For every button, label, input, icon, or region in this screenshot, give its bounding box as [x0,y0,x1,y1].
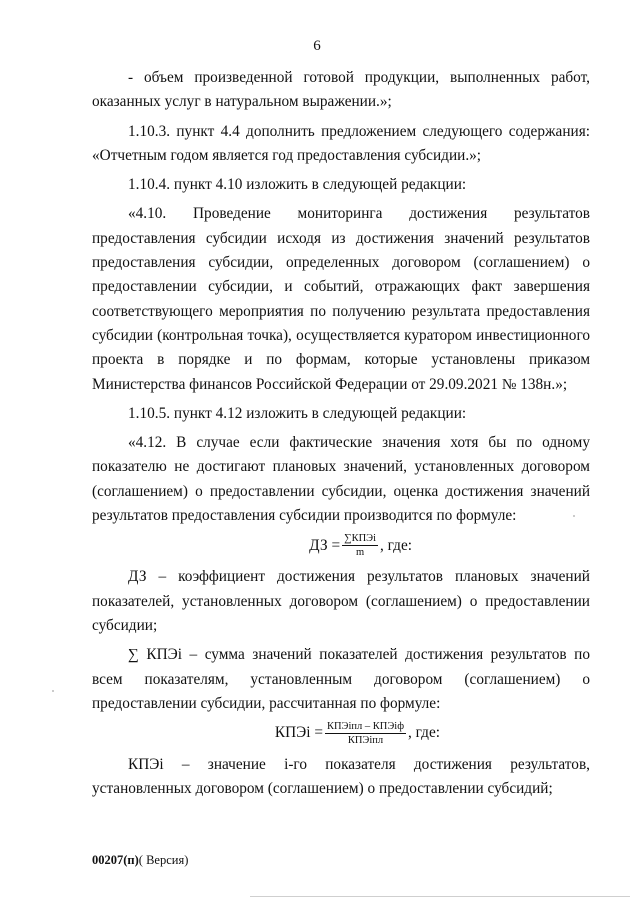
paragraph-sum-kpe-definition: ∑ КПЭi – сумма значений показателей достижения результатов по всем показателям, установленным договором (соглашением) о предоставлении субсидии, рассчитанная по формуле: [92,646,590,712]
formula-dz-lhs: ДЗ = [309,536,341,554]
formula-kpe [92,720,590,747]
formula-dz-fraction [342,532,378,559]
footer-code: 00207(п) [92,853,139,867]
formula-dz-denominator: m [355,547,365,559]
paragraph-1-10-4: 1.10.4. пункт 4.10 изложить в следующей редакции: [128,176,467,194]
formula-dz [92,532,590,559]
formula-kpe-suffix: , где: [408,724,440,742]
page-number: 6 [313,38,321,54]
scan-speck [52,690,54,692]
formula-kpe-lhs: КПЭi = [274,724,323,742]
document-body [92,66,590,807]
formula-kpe-denominator: КПЭiпл [347,735,384,747]
footer-version: ( Версия) [138,853,189,867]
paragraph-kpe-definition: КПЭi – значение i-го показателя достижения результатов, установленных договором (соглашением) о предоставлении субсидий; [92,756,590,798]
paragraph-1-10-3: 1.10.3. пункт 4.4 дополнить предложением следующего содержания: «Отчетным годом является год предоставления субсидии.»; [92,122,590,164]
footer-document-code [92,853,188,868]
scan-edge-line [250,896,630,897]
paragraph-4-12: «4.12. В случае если фактические значения хотя бы по одному показателю не достигают плановых значений, установленных договором (соглашением) о предоставлении субсидии, оценка достижения значений результатов предоставления субсидии производится по формуле: [92,434,590,525]
formula-kpe-fraction [325,720,406,747]
formula-dz-numerator: ∑КПЭi [344,533,377,545]
paragraph-dz-definition: ДЗ – коэффициент достижения результатов плановых значений показателей, установленных договором (соглашением) о предоставлении субсидии; [92,568,590,634]
paragraph-product-volume: - объем произведенной готовой продукции, выполненных работ, оказанных услуг в натуральном выражении.»; [92,69,590,111]
scan-speck [573,515,575,517]
paragraph-4-10: «4.10. Проведение мониторинга достижения результатов предоставления субсидии исходя из достижения значений результатов предоставления субсидии, определенных договором (соглашением) о предоставлении субсидии, и событий, отражающих факт завершения соответствующего мероприятия по получению результата предоставления субсидии (контрольная точка), осуществляется куратором инвестиционного проекта в порядке и по формам, которые установлены приказом Министерства финансов Российской Федерации от 29.09.2021 № 138н.»; [92,205,590,393]
paragraph-1-10-5: 1.10.5. пункт 4.12 изложить в следующей редакции: [128,404,467,422]
formula-dz-suffix: , где: [380,536,412,554]
formula-kpe-numerator: КПЭiпл – КПЭiф [326,721,405,733]
